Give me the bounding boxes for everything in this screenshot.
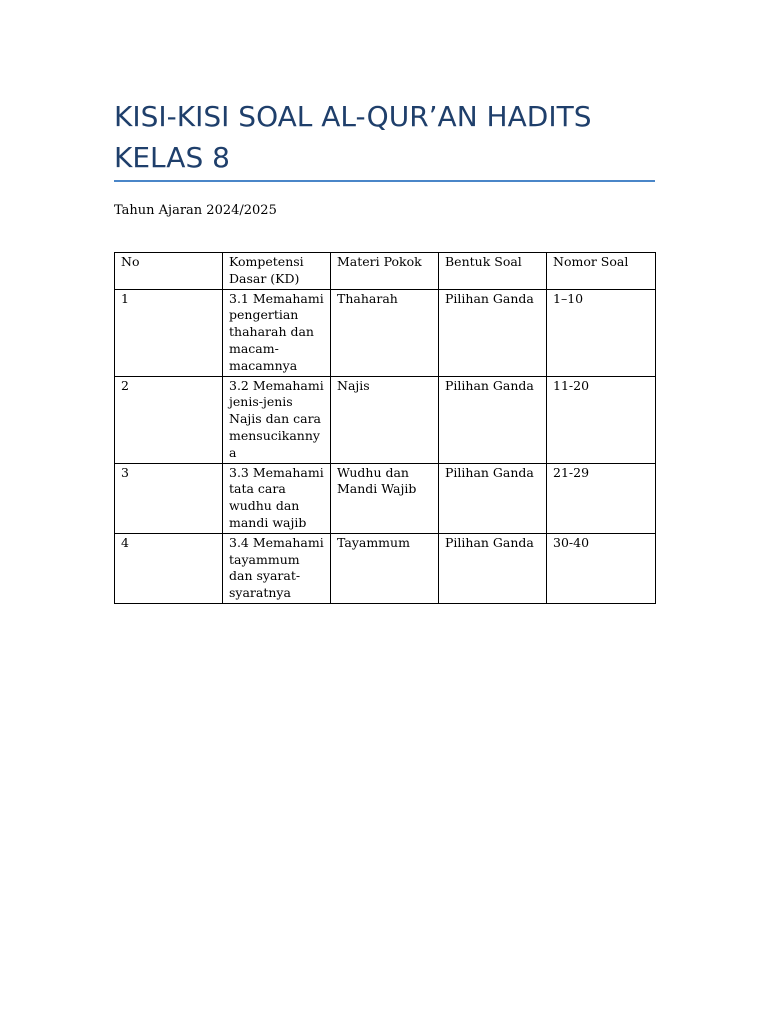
cell-kompetensi-dasar: 3.1 Memahami pengertian thaharah dan macam- macamnya — [223, 289, 331, 376]
cell-kompetensi-dasar: 3.3 Memahami tata cara wudhu dan mandi wajib — [223, 463, 331, 533]
table-row — [115, 463, 656, 533]
cell-bentuk-soal: Pilihan Ganda — [439, 289, 547, 376]
header-kompetensi-dasar: Kompetensi Dasar (KD) — [223, 253, 331, 290]
title-divider — [114, 180, 655, 182]
kisi-kisi-table — [114, 252, 656, 604]
cell-materi-pokok: Thaharah — [331, 289, 439, 376]
cell-no: 4 — [115, 533, 223, 603]
title-line-1: KISI-KISI SOAL AL-QUR’AN HADITS — [114, 100, 592, 133]
table-row — [115, 533, 656, 603]
school-year-text: Tahun Ajaran 2024/2025 — [114, 203, 277, 218]
cell-nomor-soal: 30-40 — [547, 533, 656, 603]
header-no: No — [115, 253, 223, 290]
cell-nomor-soal: 11-20 — [547, 376, 656, 463]
cell-materi-pokok: Wudhu dan Mandi Wajib — [331, 463, 439, 533]
cell-bentuk-soal: Pilihan Ganda — [439, 463, 547, 533]
cell-bentuk-soal: Pilihan Ganda — [439, 376, 547, 463]
cell-kompetensi-dasar: 3.2 Memahami jenis-jenis Najis dan cara mensucikannya — [223, 376, 331, 463]
cell-nomor-soal: 21-29 — [547, 463, 656, 533]
cell-no: 3 — [115, 463, 223, 533]
table-row — [115, 289, 656, 376]
cell-no: 2 — [115, 376, 223, 463]
table-header-row — [115, 253, 656, 290]
cell-materi-pokok: Tayammum — [331, 533, 439, 603]
header-nomor-soal: Nomor Soal — [547, 253, 656, 290]
table-row — [115, 376, 656, 463]
cell-no: 1 — [115, 289, 223, 376]
cell-nomor-soal: 1–10 — [547, 289, 656, 376]
title-line-2: KELAS 8 — [114, 141, 230, 174]
cell-bentuk-soal: Pilihan Ganda — [439, 533, 547, 603]
header-bentuk-soal: Bentuk Soal — [439, 253, 547, 290]
cell-kompetensi-dasar: 3.4 Memahami tayammum dan syarat- syaratnya — [223, 533, 331, 603]
header-materi-pokok: Materi Pokok — [331, 253, 439, 290]
document-title — [114, 96, 655, 178]
cell-materi-pokok: Najis — [331, 376, 439, 463]
